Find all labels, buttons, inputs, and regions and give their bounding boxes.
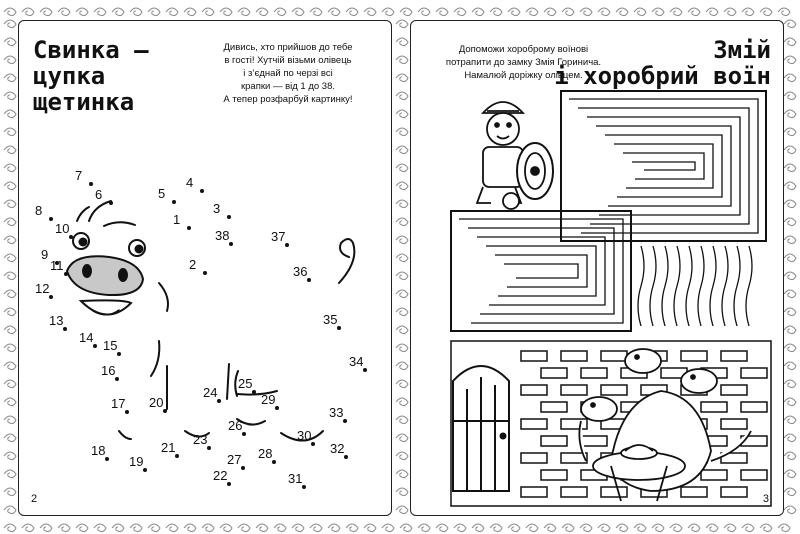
warrior-character	[477, 102, 553, 209]
left-title-line: Свинка –	[33, 36, 149, 64]
dot-point	[187, 226, 191, 230]
dot-point	[203, 271, 207, 275]
dot-point	[311, 442, 315, 446]
dot-number: 19	[129, 454, 144, 469]
instruction-line: Допоможи хороброму воїнові	[458, 44, 589, 55]
dot-point	[337, 326, 341, 330]
dot-number: 15	[103, 338, 118, 353]
dot-point	[275, 406, 279, 410]
dot-number: 36	[293, 264, 308, 279]
dot-point	[49, 295, 53, 299]
dot-number: 1	[173, 212, 181, 227]
dot-point	[125, 410, 129, 414]
dot-point	[363, 368, 367, 372]
dot-number: 38	[215, 228, 230, 243]
dot-point	[344, 455, 348, 459]
dot-number: 10	[55, 221, 70, 236]
right-title-line: і хоробрий воїн	[554, 62, 771, 90]
dot-number: 20	[149, 395, 164, 410]
dot-point	[200, 189, 204, 193]
dot-point	[302, 485, 306, 489]
dot-number: 18	[91, 443, 106, 458]
dot-number: 13	[49, 313, 64, 328]
dot-point	[217, 399, 221, 403]
dot-point	[175, 454, 179, 458]
castle-door	[453, 366, 509, 491]
dot-point	[285, 243, 289, 247]
dot-number: 3	[213, 201, 221, 216]
instruction-line: Намалюй доріжку олівцем.	[464, 70, 583, 81]
dot-number: 23	[193, 432, 208, 447]
dot-point	[49, 217, 53, 221]
dot-number: 21	[161, 440, 176, 455]
dot-point	[227, 215, 231, 219]
dot-to-dot-pig-illustration	[19, 21, 391, 515]
dot-number: 9	[41, 247, 49, 262]
dot-number: 24	[203, 385, 218, 400]
page-number-right: 3	[762, 493, 769, 505]
dot-point	[89, 182, 93, 186]
dot-point	[252, 390, 256, 394]
left-title-line: цупка	[33, 62, 106, 90]
dot-number: 25	[238, 376, 253, 391]
dot-number: 5	[158, 186, 166, 201]
dot-number: 22	[213, 468, 228, 483]
dot-number: 16	[101, 363, 116, 378]
dot-number: 30	[297, 428, 312, 443]
dot-number: 28	[258, 446, 273, 461]
dot-point	[207, 446, 211, 450]
dot-point	[64, 272, 68, 276]
dot-number: 35	[323, 312, 338, 327]
page-number-left: 2	[31, 493, 38, 505]
dot-point	[109, 201, 113, 205]
instruction-line: і з’єднай по черзі всі	[243, 68, 333, 79]
dot-point	[105, 457, 109, 461]
left-title-line: щетинка	[33, 88, 135, 116]
maze-castle-illustration	[411, 21, 783, 515]
dot-point	[93, 344, 97, 348]
dot-number: 4	[186, 175, 194, 190]
dot-number: 33	[329, 405, 344, 420]
right-page	[410, 20, 784, 516]
dot-point	[63, 327, 67, 331]
dot-number: 17	[111, 396, 126, 411]
left-page	[18, 20, 392, 516]
dot-number: 8	[35, 203, 43, 218]
dot-point	[272, 460, 276, 464]
dot-number: 34	[349, 354, 364, 369]
dot-number: 2	[189, 257, 197, 272]
dot-point	[227, 482, 231, 486]
dot-point	[115, 377, 119, 381]
numbered-dots	[35, 168, 367, 489]
dot-point	[143, 468, 147, 472]
instruction-line: в гості! Хутчій візьми олівець	[224, 55, 352, 66]
dot-number: 12	[35, 281, 50, 296]
dot-point	[241, 466, 245, 470]
instruction-line: Дивись, хто прийшов до тебе	[223, 42, 353, 53]
dot-point	[117, 352, 121, 356]
dot-point	[172, 200, 176, 204]
dot-point	[229, 242, 233, 246]
dot-number: 7	[75, 168, 83, 183]
instruction-line: потрапити до замку Змія Горинича.	[445, 57, 602, 68]
dot-point	[343, 419, 347, 423]
dot-point	[163, 409, 167, 413]
dot-number: 29	[261, 392, 276, 407]
instruction-line: крапки — від 1 до 38.	[240, 81, 336, 92]
dot-number: 6	[95, 187, 103, 202]
instruction-line: А тепер розфарбуй картинку!	[223, 94, 353, 105]
dot-point	[69, 235, 73, 239]
right-page-title	[554, 37, 771, 89]
dot-number: 26	[228, 418, 243, 433]
dot-point	[242, 432, 246, 436]
right-title-line: Змій	[713, 36, 771, 64]
dot-number: 32	[330, 441, 345, 456]
dot-number: 11	[50, 258, 64, 273]
dot-number: 27	[227, 452, 242, 467]
dot-number: 37	[271, 229, 286, 244]
dot-number: 31	[288, 471, 303, 486]
dot-point	[307, 278, 311, 282]
dot-number: 14	[79, 330, 94, 345]
